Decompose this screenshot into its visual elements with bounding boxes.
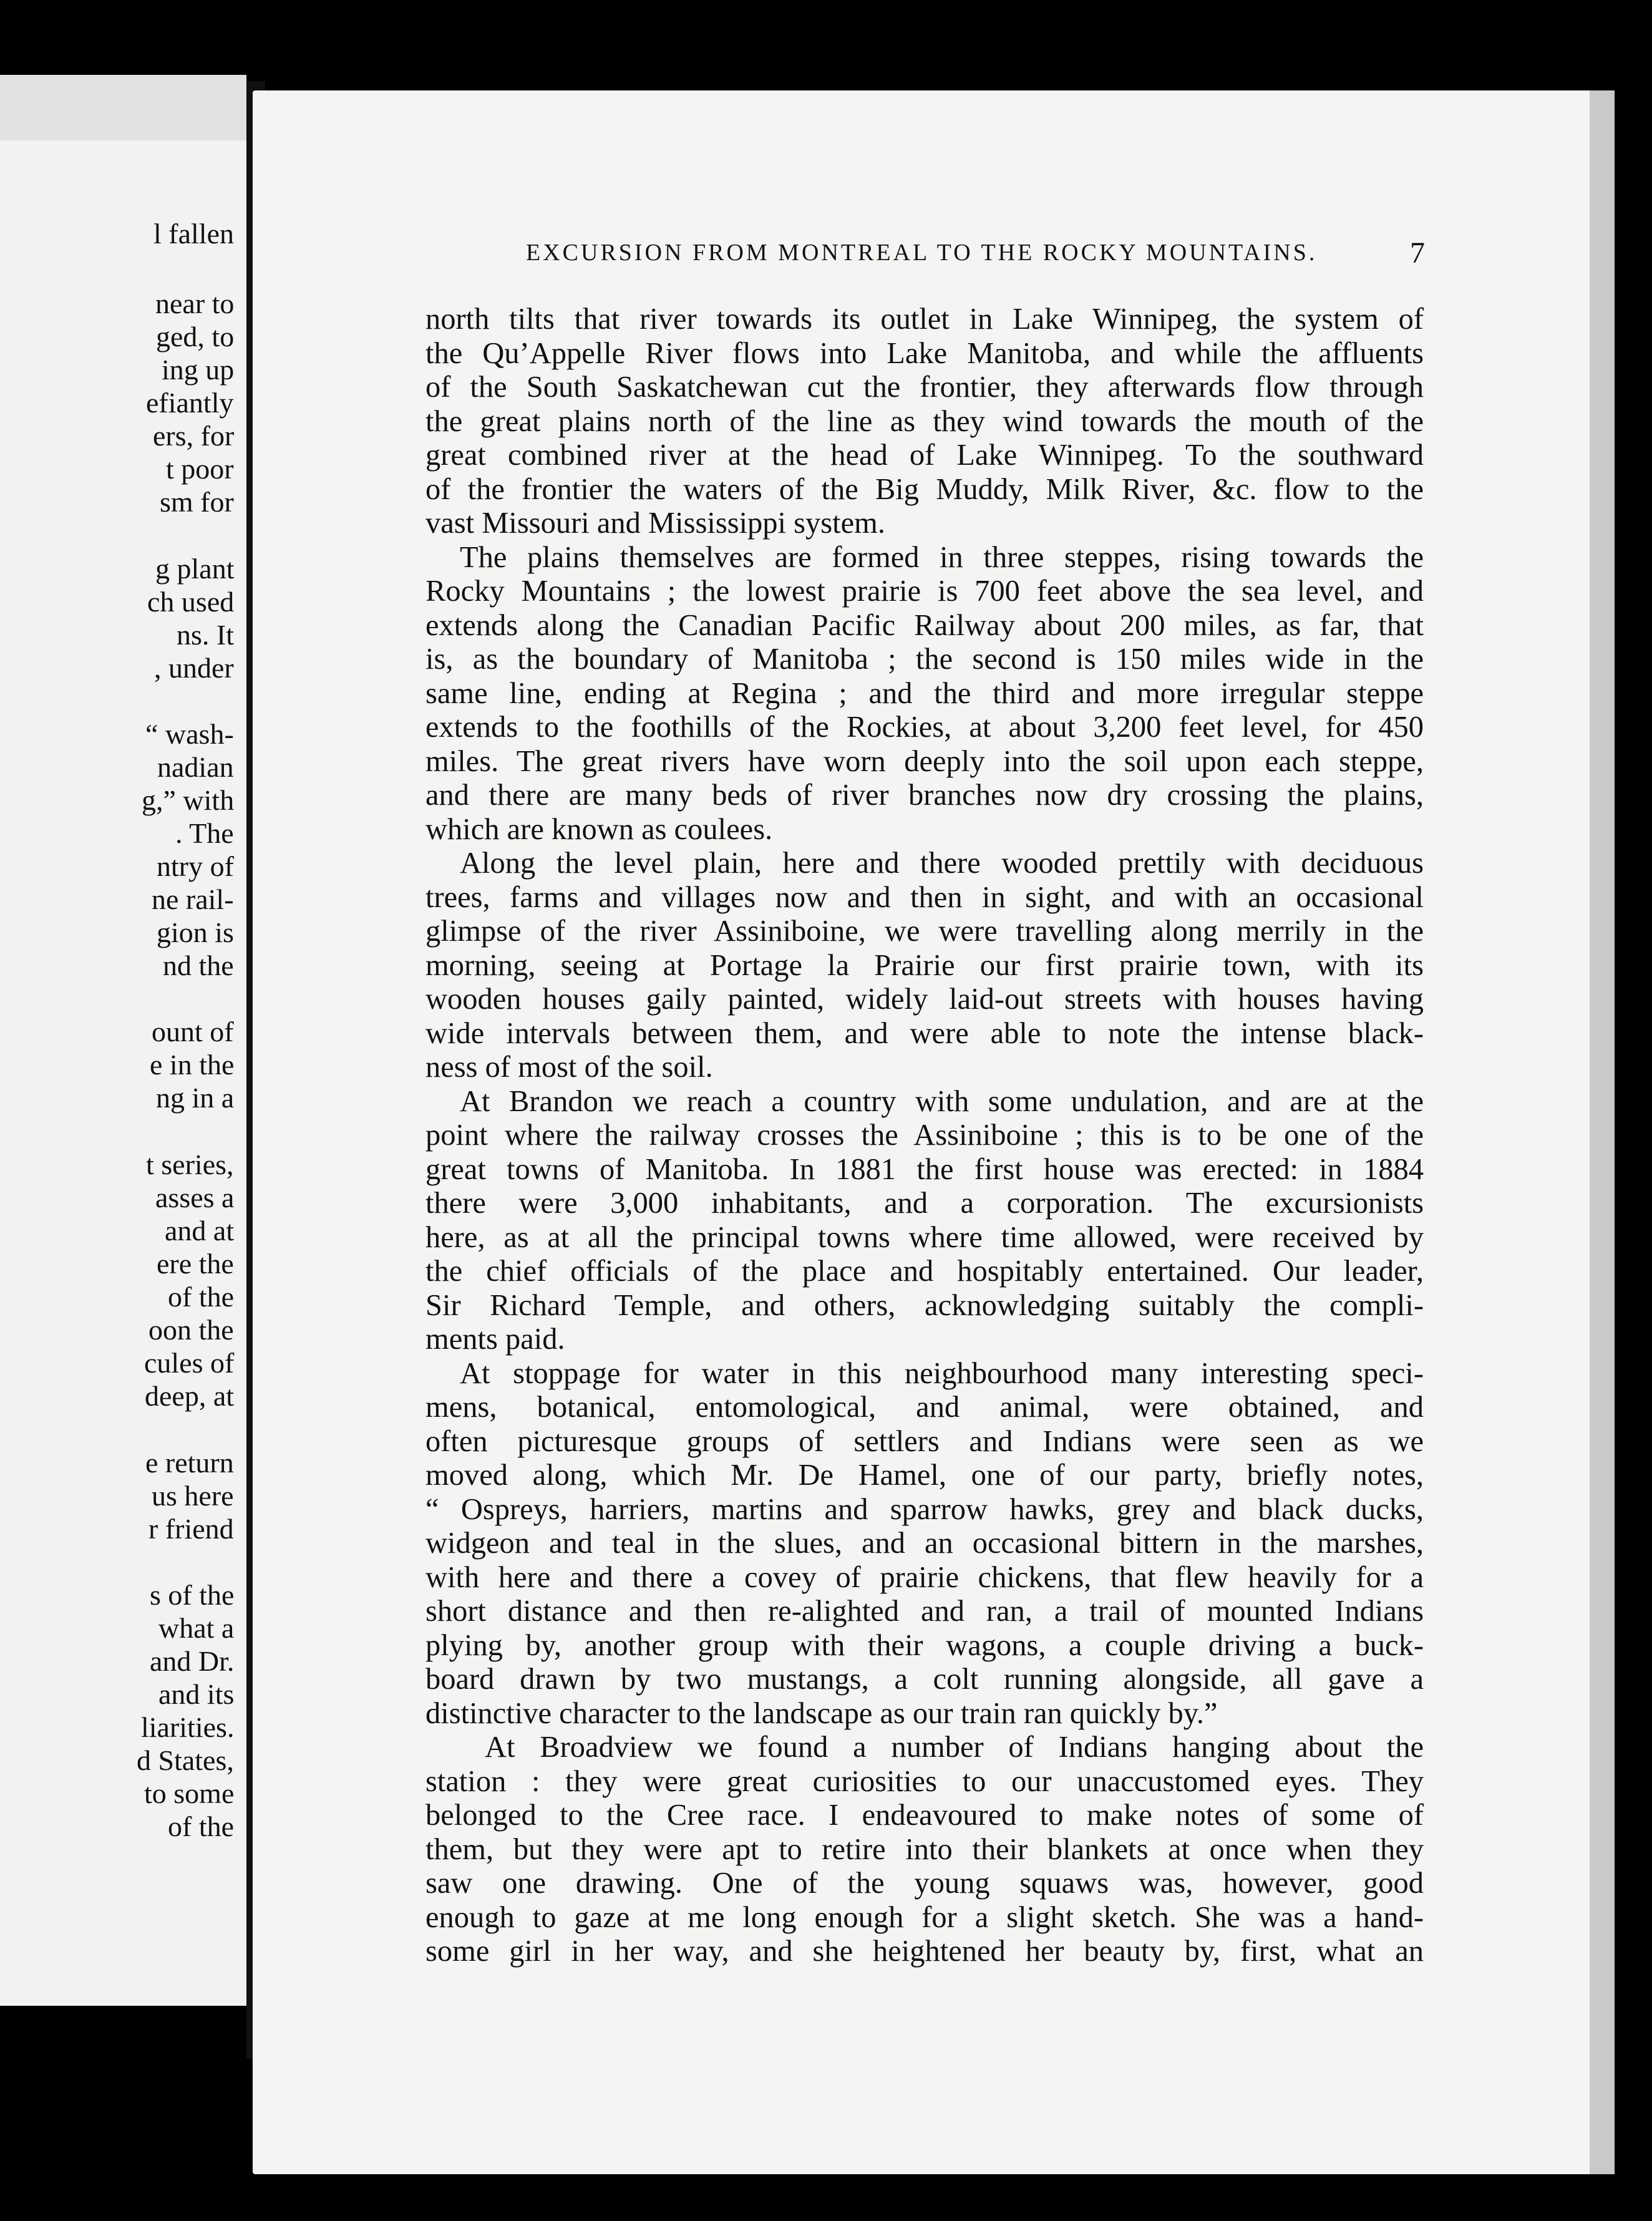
text-line: Along the level plain, here and there wooded prettily with deciduous	[460, 847, 1424, 880]
left-page-fragment: of the	[168, 1281, 235, 1313]
left-page-fragment: ers, for	[153, 420, 235, 452]
text-line: board drawn by two mustangs, a colt running alongside, all gave a	[425, 1663, 1424, 1696]
text-line: moved along, which Mr. De Hamel, one of our party, briefly notes,	[425, 1459, 1424, 1492]
text-line: extends along the Canadian Pacific Railway about 200 miles, as far, that	[425, 608, 1424, 642]
left-page-fragment: “ wash-	[145, 718, 234, 750]
text-line: “ Ospreys, harriers, martins and sparrow hawks, grey and black ducks,	[425, 1492, 1424, 1526]
text-line: point where the railway crosses the Assiniboine ; this is to be one of the	[425, 1119, 1424, 1152]
left-page-header-band	[0, 75, 246, 140]
text-line: enough to gaze at me long enough for a slight sketch. She was a hand-	[425, 1900, 1424, 1934]
left-page-fragment: ne rail-	[152, 883, 234, 915]
text-line: glimpse of the river Assiniboine, we were travelling along merrily in the	[425, 915, 1424, 948]
left-page-fragment: ntry of	[157, 850, 234, 882]
text-line: plying by, another group with their wagons, a couple driving a buck-	[425, 1628, 1424, 1662]
left-page-fragment: g,” with	[142, 784, 235, 816]
left-page-fragment: l fallen	[153, 218, 234, 250]
text-line: same line, ending at Regina ; and the third and more irregular steppe	[425, 676, 1424, 710]
left-page-fragment: ged, to	[156, 321, 235, 352]
text-line: some girl in her way, and she heightened her beauty by, first, what an	[425, 1935, 1424, 1968]
text-line: saw one drawing. One of the young squaws was, however, good	[425, 1867, 1424, 1900]
text-line: of the frontier the waters of the Big Muddy, Milk River, &c. flow to the	[425, 472, 1424, 506]
text-line: the Qu’Appelle River flows into Lake Manitoba, and while the affluents	[425, 336, 1424, 370]
running-header: EXCURSION FROM MONTREAL TO THE ROCKY MOUNTAINS.	[526, 240, 1318, 266]
text-line: north tilts that river towards its outlet in Lake Winnipeg, the system of	[425, 303, 1424, 336]
text-line: them, but they were apt to retire into their blankets at once when they	[425, 1832, 1424, 1866]
left-page-fragment: nd the	[163, 950, 234, 981]
left-page-fragment: near to	[155, 288, 235, 319]
left-page-fragment: and its	[158, 1678, 235, 1710]
text-line: of the South Saskatchewan cut the frontier, they afterwards flow through	[425, 371, 1424, 404]
left-page-fragment: sm for	[160, 486, 234, 518]
text-line: here, as at all the principal towns where time allowed, were received by	[425, 1220, 1424, 1254]
text-line: widgeon and teal in the slues, and an occasional bittern in the marshes,	[425, 1527, 1424, 1560]
body-text	[425, 303, 1424, 1969]
text-line: great towns of Manitoba. In 1881 the first house was erected: in 1884	[425, 1152, 1424, 1186]
left-page-fragment: and at	[165, 1215, 235, 1247]
left-page-fragment: what a	[158, 1612, 235, 1644]
text-line: miles. The great rivers have worn deeply into the soil upon each steppe,	[425, 744, 1424, 778]
left-page-fragment: d States,	[137, 1744, 234, 1776]
text-line: the great plains north of the line as they wind towards the mouth of the	[425, 404, 1424, 438]
left-page-fragment: of the	[168, 1810, 235, 1842]
page-edge	[1590, 90, 1615, 2174]
page-number: 7	[1410, 236, 1425, 270]
left-page-fragment: t poor	[166, 453, 234, 485]
left-page	[0, 75, 246, 2006]
left-page-fragment: oon the	[148, 1314, 234, 1346]
left-page-fragment: . The	[175, 817, 234, 849]
left-page-fragment: ng in a	[156, 1082, 235, 1114]
left-page-fragment: e return	[145, 1447, 234, 1479]
left-page-fragment: nadian	[157, 751, 234, 783]
text-line: At Broadview we found a number of Indians hanging about the	[485, 1731, 1424, 1764]
left-page-fragment: ch used	[147, 586, 235, 618]
left-page-fragment: deep, at	[145, 1380, 235, 1412]
left-page-fragment: , under	[154, 652, 234, 684]
left-page-fragment: and Dr.	[150, 1645, 235, 1677]
left-page-fragment: ing up	[162, 354, 235, 386]
text-line: distinctive character to the landscape as our train ran quickly by.”	[425, 1696, 1218, 1730]
text-line: At Brandon we reach a country with some undulation, and are at the	[460, 1084, 1424, 1118]
left-page-fragment: ns. It	[177, 619, 234, 651]
text-line: extends to the foothills of the Rockies, at about 3,200 feet level, for 450	[425, 711, 1424, 744]
text-line: vast Missouri and Mississippi system.	[425, 507, 885, 540]
left-page-fragment: s of the	[150, 1579, 235, 1611]
left-page-fragment: g plant	[155, 553, 235, 585]
left-page-fragment: t series,	[146, 1149, 234, 1180]
text-line: ments paid.	[425, 1323, 565, 1356]
text-line: which are known as coulees.	[425, 812, 773, 846]
left-page-fragment: ount of	[152, 1016, 234, 1047]
left-page-fragment: cules of	[144, 1347, 235, 1379]
text-line: At stoppage for water in this neighbourhood many interesting speci-	[460, 1356, 1424, 1390]
text-line: great combined river at the head of Lake Winnipeg. To the southward	[425, 439, 1424, 472]
text-line: belonged to the Cree race. I endeavoured to make notes of some of	[425, 1799, 1424, 1832]
text-line: there were 3,000 inhabitants, and a corporation. The excursionists	[425, 1187, 1424, 1220]
text-line: morning, seeing at Portage la Prairie our first prairie town, with its	[425, 948, 1424, 982]
text-line: ness of most of the soil.	[425, 1051, 713, 1084]
text-line: and there are many beds of river branches now dry crossing the plains,	[425, 779, 1424, 812]
text-line: mens, botanical, entomological, and animal, were obtained, and	[425, 1391, 1424, 1424]
text-line: with here and there a covey of prairie chickens, that flew heavily for a	[425, 1560, 1424, 1594]
text-line: is, as the boundary of Manitoba ; the second is 150 miles wide in the	[425, 643, 1424, 676]
text-line: short distance and then re-alighted and ran, a trail of mounted Indians	[425, 1595, 1424, 1628]
left-page-fragment: efiantly	[146, 387, 234, 419]
text-line: The plains themselves are formed in three steppes, rising towards the	[460, 540, 1424, 574]
left-page-fragment: e in the	[150, 1049, 235, 1081]
text-line: Rocky Mountains ; the lowest prairie is 700 feet above the sea level, and	[425, 575, 1424, 608]
left-page-fragment: gion is	[157, 916, 234, 948]
left-page-fragment: liarities.	[141, 1711, 235, 1743]
left-page-fragment: r friend	[148, 1513, 234, 1545]
left-page-fragment: us here	[152, 1480, 234, 1512]
text-line: station : they were great curiosities to our unaccustomed eyes. They	[425, 1764, 1424, 1798]
left-page-fragment: asses a	[155, 1182, 235, 1213]
text-line: trees, farms and villages now and then in sight, and with an occasional	[425, 880, 1424, 914]
text-line: Sir Richard Temple, and others, acknowledging suitably the compli-	[425, 1288, 1424, 1322]
text-line: the chief officials of the place and hospitably entertained. Our leader,	[425, 1255, 1424, 1288]
text-line: often picturesque groups of settlers and Indians were seen as we	[425, 1424, 1424, 1458]
text-line: wooden houses gaily painted, widely laid-out streets with houses having	[425, 983, 1424, 1016]
text-line: wide intervals between them, and were able to note the intense black-	[425, 1016, 1424, 1050]
left-page-fragment: to some	[144, 1777, 235, 1809]
left-page-fragment: ere the	[157, 1248, 234, 1280]
